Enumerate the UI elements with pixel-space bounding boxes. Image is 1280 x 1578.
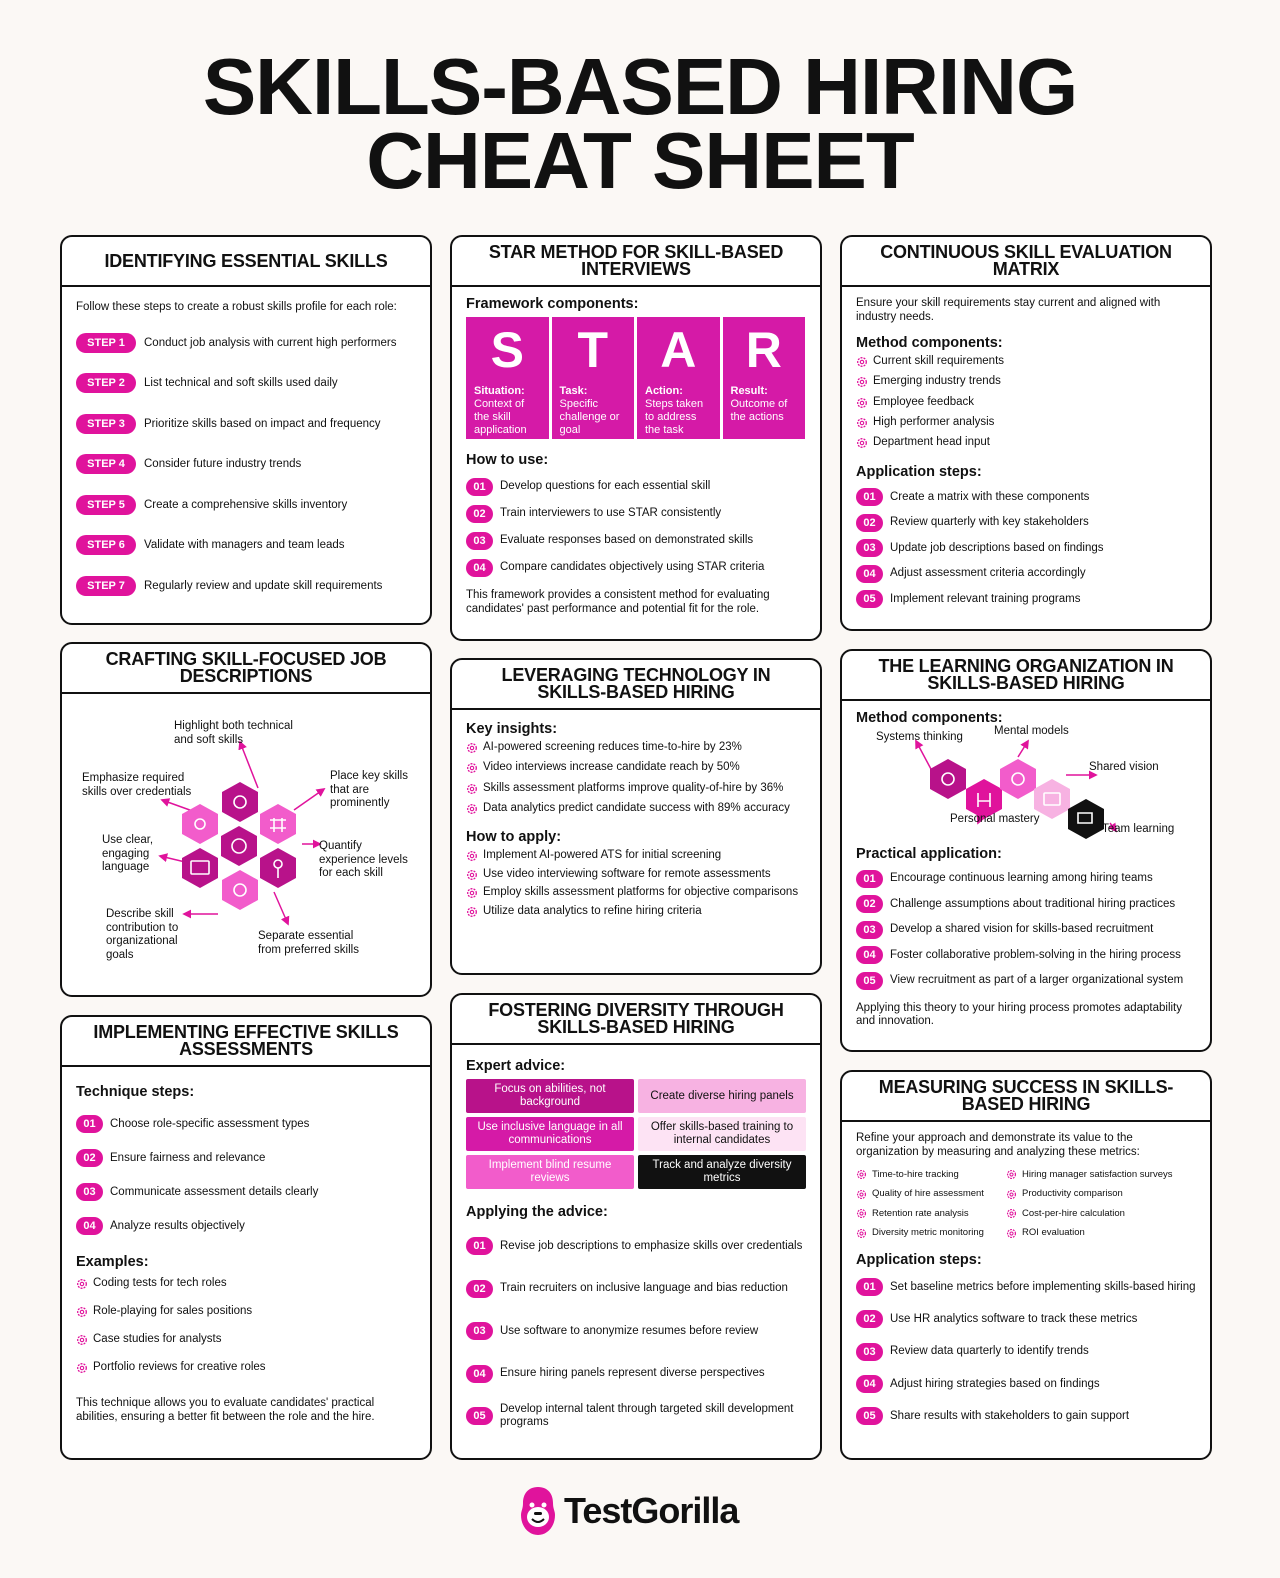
hex-team (1068, 799, 1104, 839)
bullet-item (76, 1305, 416, 1333)
item-text: Ensure hiring panels represent diverse perspectives (500, 1367, 765, 1380)
page-title-line1: SKILLS-BASED HIRING (202, 42, 1078, 131)
numbered-item (856, 484, 1196, 510)
metric-item (1006, 1185, 1172, 1205)
card-intro: Ensure your skill requirements stay current and aligned with industry needs. (856, 297, 1161, 323)
number-badge: 04 (856, 946, 883, 964)
gear-icon (856, 437, 868, 449)
step-text: Consider future industry trends (144, 458, 302, 471)
number-badge: 02 (76, 1149, 103, 1167)
label-team: Team learning (1102, 823, 1175, 835)
bullet-item (466, 886, 806, 905)
learning-diagram (856, 725, 1196, 847)
brand-name: TestGorilla (564, 1490, 739, 1531)
bullet-item (466, 741, 806, 761)
step-badge: STEP 5 (76, 495, 136, 515)
step-badge: STEP 2 (76, 373, 136, 393)
applying-list (466, 1225, 806, 1438)
gear-icon (856, 397, 868, 409)
number-badge: 01 (856, 488, 883, 506)
numbered-item (856, 1400, 1196, 1432)
metrics-grid (856, 1165, 1196, 1243)
metric-text: ROI evaluation (1022, 1227, 1085, 1239)
number-badge: 02 (856, 514, 883, 532)
apply-list (466, 849, 806, 923)
numbered-item (856, 866, 1196, 892)
label-systems: Systems thinking (876, 731, 963, 743)
star-cell (637, 317, 720, 439)
item-text: Update job descriptions based on findings (890, 541, 1104, 554)
label-bottom-right: Separate essential from preferred skills (258, 930, 359, 956)
gear-icon (466, 803, 478, 815)
item-text: Implement relevant training programs (890, 592, 1081, 605)
star-name: Result: (730, 385, 768, 397)
star-desc: Steps taken to address the task (645, 398, 704, 436)
item-text: Train recruiters on inclusive language and bias reduction (500, 1282, 788, 1295)
item-text: View recruitment as part of a larger organizational system (890, 974, 1184, 987)
item-text: Skills assessment platforms improve quality-of-hire by 36% (483, 781, 784, 794)
bullet-item (466, 905, 806, 924)
practical-title: Practical application: (856, 846, 1002, 862)
card-heading: THE LEARNING ORGANIZATION IN SKILLS-BASED HIRING (842, 651, 1210, 701)
item-text: Coding tests for tech roles (93, 1277, 227, 1289)
item-text: Employee feedback (873, 395, 975, 408)
technology-card (450, 658, 822, 975)
step-item (76, 363, 416, 404)
numbered-item (76, 1175, 416, 1209)
card-intro: Follow these steps to create a robust skills profile for each role: (76, 301, 397, 313)
gear-icon (856, 356, 868, 368)
crafting-card (60, 642, 432, 997)
label-mental: Mental models (994, 725, 1069, 737)
numbered-item (856, 1336, 1196, 1368)
star-grid (466, 317, 806, 439)
number-badge: 01 (856, 870, 883, 888)
bullet-item (76, 1361, 416, 1389)
number-badge: 01 (466, 1237, 493, 1255)
number-badge: 01 (466, 478, 493, 496)
item-text: Data analytics predict candidate success with 89% accuracy (483, 801, 790, 814)
star-method-card (450, 235, 822, 641)
page-title-line2: CHEAT SHEET (366, 116, 914, 205)
step-badge: STEP 7 (76, 576, 136, 596)
hex-top (222, 782, 258, 822)
numbered-item (856, 917, 1196, 943)
item-text: Encourage continuous learning among hiring teams (890, 872, 1153, 885)
practical-list (856, 866, 1196, 994)
metric-text: Retention rate analysis (872, 1207, 969, 1219)
bullet-item (856, 436, 1196, 456)
item-text: Develop questions for each essential skill (500, 480, 711, 492)
bullet-item (466, 868, 806, 887)
numbered-item (856, 1368, 1196, 1400)
item-text: Utilize data analytics to refine hiring criteria (483, 904, 702, 917)
item-text: Adjust assessment criteria accordingly (890, 567, 1086, 580)
star-cell (466, 317, 549, 439)
gear-icon (466, 887, 478, 899)
advice-box: Offer skills-based training to internal candidates (638, 1117, 806, 1151)
numbered-item (76, 1107, 416, 1141)
step-badge: STEP 1 (76, 333, 136, 353)
numbered-item (856, 586, 1196, 612)
numbered-item (466, 1225, 806, 1268)
continuous-evaluation-card (840, 235, 1212, 631)
star-letter: S (490, 322, 524, 378)
metrics-left (856, 1165, 1006, 1243)
hex-left (182, 848, 218, 888)
advice-box: Create diverse hiring panels (638, 1079, 806, 1113)
gear-icon (856, 417, 868, 429)
examples-list (76, 1277, 416, 1389)
numbered-item (466, 473, 806, 500)
star-desc: Outcome of the actions (730, 398, 788, 423)
step-item (76, 566, 416, 607)
card-heading: STAR METHOD FOR SKILL-BASED INTERVIEWS (452, 237, 820, 287)
bullet-item (76, 1333, 416, 1361)
item-text: Video interviews increase candidate reach by 50% (483, 761, 740, 774)
card-footer: This framework provides a consistent method for evaluating candidates' past performance and potential fit for the role. (466, 589, 770, 615)
item-text: Emerging industry trends (873, 375, 1001, 388)
item-text: Employ skills assessment platforms for objective comparisons (483, 886, 799, 899)
item-text: Communicate assessment details clearly (110, 1185, 319, 1198)
metric-text: Hiring manager satisfaction surveys (1022, 1168, 1173, 1180)
apply-title: How to apply: (466, 829, 562, 846)
item-text: Develop internal talent through targeted skill development programs (500, 1403, 794, 1429)
gear-icon (76, 1306, 88, 1318)
step-badge: STEP 3 (76, 414, 136, 434)
step-item (76, 525, 416, 566)
step-text: Create a comprehensive skills inventory (144, 498, 348, 511)
metrics-right (1006, 1165, 1172, 1243)
item-text: Train interviewers to use STAR consistently (500, 507, 722, 519)
numbered-item (76, 1141, 416, 1175)
item-text: Case studies for analysts (93, 1333, 222, 1345)
metric-text: Diversity metric monitoring (872, 1227, 984, 1239)
star-name: Situation: (474, 385, 525, 397)
item-text: Review quarterly with key stakeholders (890, 516, 1089, 529)
card-heading: IMPLEMENTING EFFECTIVE SKILLS ASSESSMENTS (62, 1017, 430, 1067)
number-badge: 02 (856, 1310, 883, 1328)
advice-grid (466, 1079, 806, 1189)
label-top: Highlight both technical and soft skills (174, 720, 293, 746)
step-badge: STEP 4 (76, 454, 136, 474)
measuring-card (840, 1070, 1212, 1460)
examples-title: Examples: (76, 1254, 149, 1270)
item-text: Use software to anonymize resumes before review (500, 1324, 759, 1337)
framework-title: Framework components: (466, 296, 639, 312)
step-text: List technical and soft skills used daily (144, 377, 338, 390)
steps-title: Application steps: (856, 464, 982, 481)
item-text: Develop a shared vision for skills-based recruitment (890, 923, 1154, 936)
step-text: Conduct job analysis with current high performers (144, 336, 397, 349)
item-text: Review data quarterly to identify trends (890, 1345, 1089, 1358)
item-text: Challenge assumptions about traditional hiring practices (890, 897, 1176, 910)
number-badge: 05 (856, 1407, 883, 1425)
item-text: Portfolio reviews for creative roles (93, 1361, 266, 1373)
gear-icon (466, 742, 478, 754)
item-text: Choose role-specific assessment types (110, 1117, 310, 1130)
step-item (76, 323, 416, 364)
number-badge: 05 (856, 972, 883, 990)
label-personal: Personal mastery (950, 813, 1040, 825)
howto-list (466, 473, 806, 581)
number-badge: 01 (856, 1278, 883, 1296)
gorilla-icon (520, 1485, 556, 1537)
item-text: Adjust hiring strategies based on findings (890, 1377, 1100, 1390)
bullet-item (856, 355, 1196, 375)
advice-box: Track and analyze diversity metrics (638, 1155, 806, 1189)
bullet-item (466, 849, 806, 868)
numbered-item (856, 1303, 1196, 1335)
gear-icon (856, 1208, 867, 1219)
bullet-item (856, 416, 1196, 436)
label-top-right: Place key skills that are prominently (330, 770, 408, 809)
item-text: Current skill requirements (873, 355, 1005, 367)
gear-icon (856, 376, 868, 388)
step-item (76, 485, 416, 526)
metric-text: Quality of hire assessment (872, 1188, 984, 1200)
method-title: Method components: (856, 710, 1003, 726)
numbered-item (76, 1209, 416, 1243)
label-left: Use clear, engaging language (102, 834, 154, 873)
step-text: Prioritize skills based on impact and frequency (144, 417, 381, 430)
numbered-item (856, 510, 1196, 536)
metric-item (856, 1204, 1006, 1224)
star-cell (552, 317, 635, 439)
numbered-item (856, 561, 1196, 587)
item-text: Use HR analytics software to track these metrics (890, 1312, 1138, 1325)
hex-diagram (62, 694, 430, 994)
numbered-item (466, 527, 806, 554)
item-text: Create a matrix with these components (890, 490, 1090, 503)
advice-box: Focus on abilities, not background (466, 1079, 634, 1113)
metric-item (856, 1224, 1006, 1244)
number-badge: 04 (856, 565, 883, 583)
identifying-skills-card (60, 235, 432, 625)
hex-systems (930, 759, 966, 799)
number-badge: 05 (466, 1407, 493, 1425)
step-badge: STEP 6 (76, 535, 136, 555)
number-badge: 03 (856, 921, 883, 939)
hex-top-left (182, 804, 218, 844)
metric-item (1006, 1224, 1172, 1244)
card-footer: This technique allows you to evaluate candidates' practical abilities, ensuring a better fit between the role and the hire. (76, 1397, 375, 1423)
card-heading: CONTINUOUS SKILL EVALUATION MATRIX (842, 237, 1210, 287)
applying-title: Applying the advice: (466, 1204, 608, 1220)
gear-icon (1006, 1189, 1017, 1200)
gear-icon (466, 762, 478, 774)
numbered-item (856, 892, 1196, 918)
numbered-item (856, 968, 1196, 994)
metric-text: Time-to-hire tracking (872, 1168, 959, 1180)
star-desc: Specific challenge or goal (559, 398, 620, 436)
hex-bottom (222, 870, 258, 910)
number-badge: 04 (856, 1375, 883, 1393)
card-heading: IDENTIFYING ESSENTIAL SKILLS (62, 237, 430, 287)
steps-list (856, 1271, 1196, 1432)
page-title (0, 42, 1280, 205)
number-badge: 04 (76, 1217, 103, 1235)
hex-mental (1000, 759, 1036, 799)
method-list (856, 355, 1196, 456)
item-text: Evaluate responses based on demonstrated skills (500, 534, 754, 546)
brand-logo (520, 1485, 738, 1537)
numbered-item (466, 1395, 806, 1438)
numbered-item (466, 1310, 806, 1353)
star-name: Task: (559, 385, 588, 397)
label-top-left: Emphasize required skills over credentials (82, 772, 192, 798)
star-letter: A (660, 322, 697, 378)
item-text: Department head input (873, 436, 990, 449)
metric-item (1006, 1165, 1172, 1185)
number-badge: 03 (466, 532, 493, 550)
gear-icon (1006, 1208, 1017, 1219)
item-text: High performer analysis (873, 415, 995, 428)
item-text: Use video interviewing software for remote assessments (483, 867, 771, 880)
number-badge: 02 (466, 1280, 493, 1298)
number-badge: 04 (466, 559, 493, 577)
diversity-card (450, 993, 822, 1460)
card-heading: FOSTERING DIVERSITY THROUGH SKILLS-BASED HIRING (452, 995, 820, 1045)
gear-icon (856, 1189, 867, 1200)
number-badge: 01 (76, 1115, 103, 1133)
metric-item (856, 1185, 1006, 1205)
label-right: Quantify experience levels for each skill (319, 840, 408, 879)
star-letter: T (577, 322, 609, 378)
item-text: Foster collaborative problem-solving in the hiring process (890, 948, 1181, 961)
gear-icon (466, 906, 478, 918)
item-text: AI-powered screening reduces time-to-hire by 23% (483, 741, 742, 753)
gear-icon (466, 869, 478, 881)
insights-list (466, 741, 806, 822)
gear-icon (76, 1278, 88, 1290)
expert-title: Expert advice: (466, 1058, 566, 1074)
card-intro: Refine your approach and demonstrate its value to the organization by measuring and analyzing these metrics: (856, 1132, 1140, 1158)
item-text: Share results with stakeholders to gain support (890, 1409, 1130, 1422)
number-badge: 03 (76, 1183, 103, 1201)
learning-org-card (840, 649, 1212, 1052)
item-text: Implement AI-powered ATS for initial screening (483, 849, 722, 862)
steps-list (76, 323, 416, 607)
gear-icon (1006, 1228, 1017, 1239)
step-item (76, 404, 416, 445)
bullet-item (466, 802, 806, 822)
number-badge: 04 (466, 1365, 493, 1383)
metric-text: Productivity comparison (1022, 1188, 1123, 1200)
step-item (76, 444, 416, 485)
hex-center (221, 826, 257, 866)
item-text: Role-playing for sales positions (93, 1305, 253, 1317)
star-letter: R (745, 322, 782, 378)
card-footer: Applying this theory to your hiring process promotes adaptability and innovation. (856, 1001, 1183, 1027)
advice-box: Implement blind resume reviews (466, 1155, 634, 1189)
method-title: Method components: (856, 335, 1003, 351)
item-text: Analyze results objectively (110, 1219, 245, 1232)
numbered-item (466, 1353, 806, 1396)
metric-item (856, 1165, 1006, 1185)
metric-text: Cost-per-hire calculation (1022, 1207, 1125, 1219)
item-text: Revise job descriptions to emphasize skills over credentials (500, 1239, 803, 1252)
number-badge: 03 (856, 1343, 883, 1361)
star-cell (723, 317, 806, 439)
number-badge: 03 (466, 1322, 493, 1340)
bullet-item (466, 782, 806, 802)
advice-box: Use inclusive language in all communications (466, 1117, 634, 1151)
numbered-item (466, 500, 806, 527)
gear-icon (466, 850, 478, 862)
technique-list (76, 1107, 416, 1243)
step-text: Validate with managers and team leads (144, 539, 345, 552)
gear-icon (76, 1362, 88, 1374)
insights-title: Key insights: (466, 721, 558, 737)
item-text: Ensure fairness and relevance (110, 1151, 266, 1164)
numbered-item (466, 1268, 806, 1311)
bullet-item (856, 375, 1196, 395)
howto-title: How to use: (466, 452, 549, 468)
step-text: Regularly review and update skill requirements (144, 579, 383, 592)
star-name: Action: (645, 385, 683, 397)
gear-icon (466, 783, 478, 795)
metric-item (1006, 1204, 1172, 1224)
star-desc: Context of the skill application (474, 398, 527, 436)
gear-icon (76, 1334, 88, 1346)
card-heading: CRAFTING SKILL-FOCUSED JOB DESCRIPTIONS (62, 644, 430, 694)
card-heading: MEASURING SUCCESS IN SKILLS-BASED HIRING (842, 1072, 1210, 1122)
item-text: Set baseline metrics before implementing skills-based hiring (890, 1280, 1196, 1293)
card-heading: LEVERAGING TECHNOLOGY IN SKILLS-BASED HIRING (452, 660, 820, 710)
gear-icon (1006, 1169, 1017, 1180)
number-badge: 03 (856, 539, 883, 557)
technique-title: Technique steps: (76, 1084, 195, 1100)
gear-icon (856, 1228, 867, 1239)
number-badge: 02 (856, 895, 883, 913)
number-badge: 02 (466, 505, 493, 523)
numbered-item (856, 535, 1196, 561)
numbered-item (856, 943, 1196, 969)
label-bottom-left: Describe skill contribution to organizational goals (106, 908, 179, 961)
bullet-item (856, 396, 1196, 416)
hex-top-right (260, 804, 296, 844)
steps-list (856, 484, 1196, 612)
numbered-item (856, 1271, 1196, 1303)
steps-title: Application steps: (856, 1252, 982, 1268)
label-shared: Shared vision (1089, 761, 1159, 773)
numbered-item (466, 554, 806, 581)
bullet-item (466, 761, 806, 781)
item-text: Compare candidates objectively using STAR criteria (500, 561, 765, 573)
assessments-card (60, 1015, 432, 1460)
gear-icon (856, 1169, 867, 1180)
number-badge: 05 (856, 590, 883, 608)
bullet-item (76, 1277, 416, 1305)
